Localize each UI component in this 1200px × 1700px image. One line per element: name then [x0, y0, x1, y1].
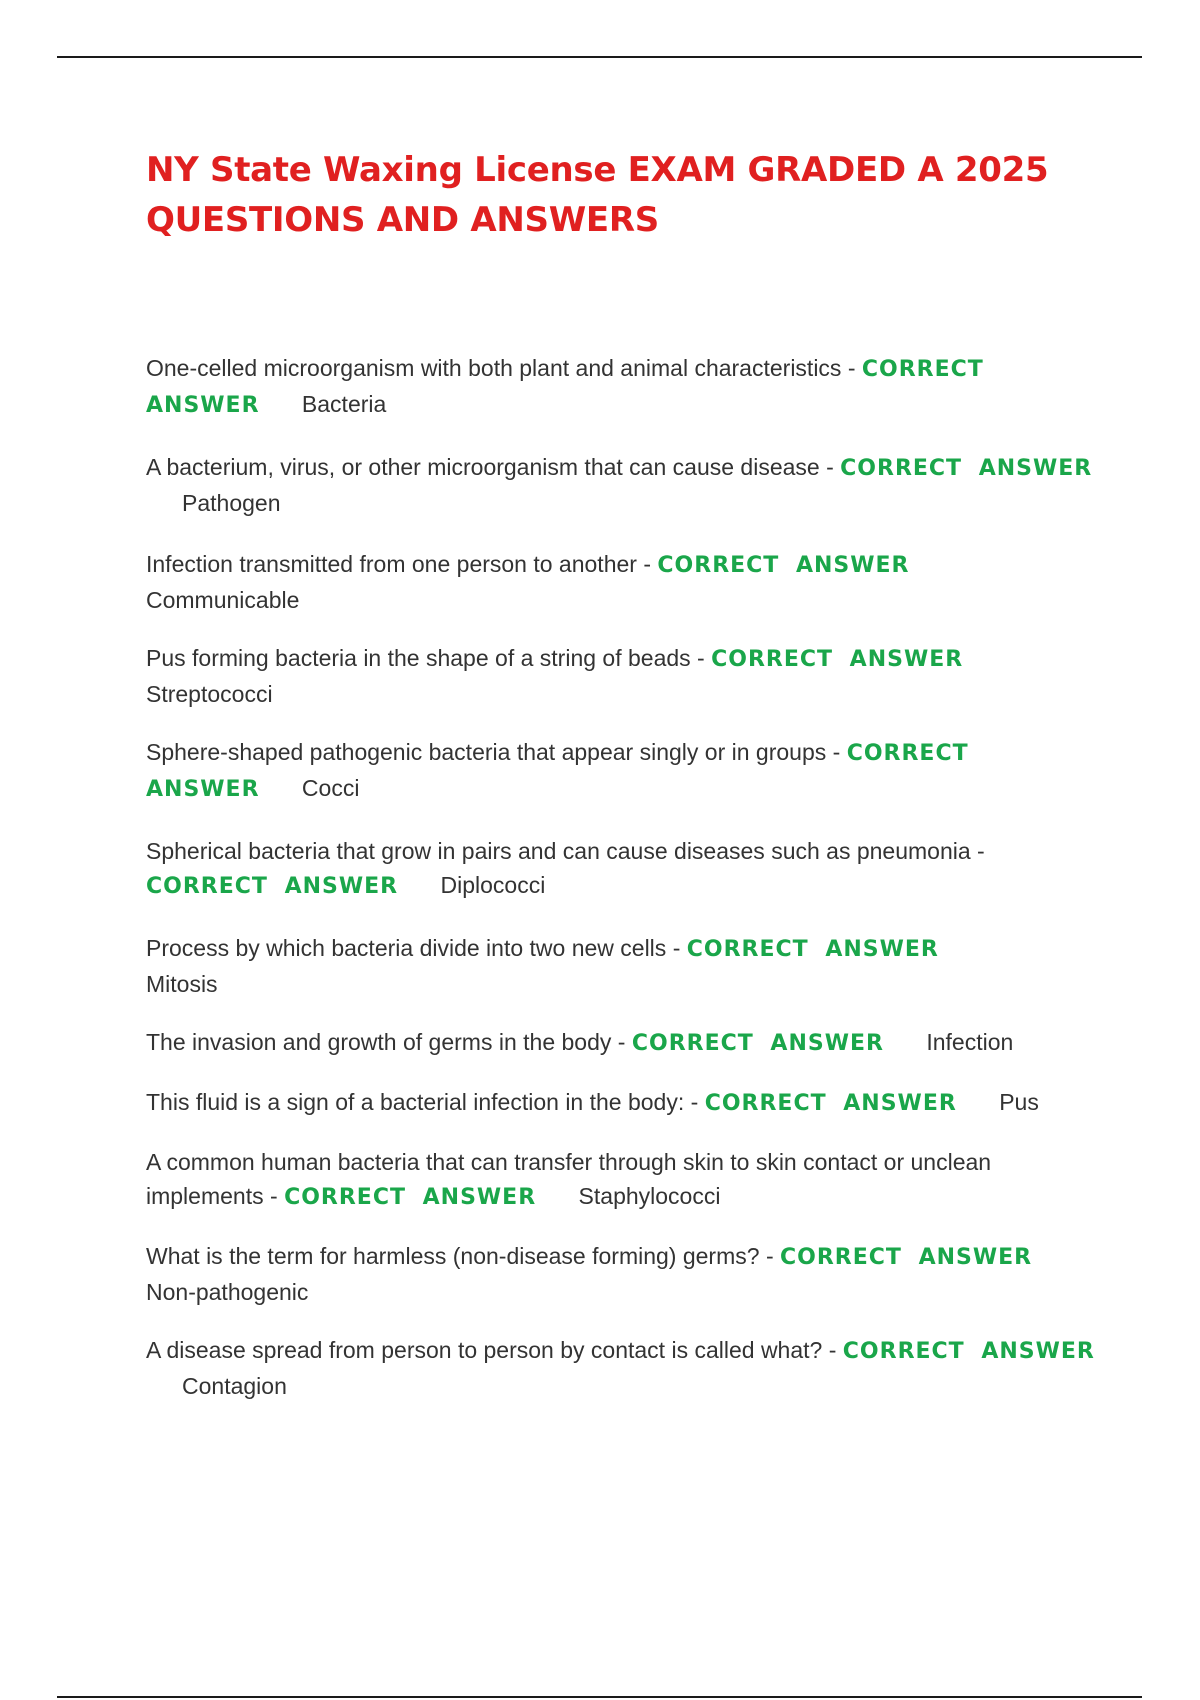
answer-text: Pus: [999, 1089, 1039, 1115]
qa-item: [146, 1025, 1096, 1061]
answer-text: Contagion: [182, 1373, 287, 1399]
answer-text: Streptococci: [146, 681, 273, 707]
correct-answer-label: CORRECT ANSWER: [146, 741, 969, 802]
separator: -: [270, 1183, 278, 1209]
answer-text: Infection: [926, 1029, 1014, 1055]
answer-text: Staphylococci: [578, 1183, 721, 1209]
separator: -: [690, 1089, 699, 1115]
qa-item: [146, 1239, 1096, 1309]
qa-item: [146, 735, 1096, 807]
separator: -: [847, 355, 856, 381]
answer-text: Mitosis: [146, 971, 218, 997]
qa-item: [146, 1333, 1096, 1403]
correct-answer-label: CORRECT ANSWER: [704, 1091, 957, 1116]
qa-item: [146, 641, 1096, 711]
document-body: [146, 145, 1096, 1430]
top-rule: [57, 56, 1142, 58]
correct-answer-label: CORRECT ANSWER: [284, 1185, 537, 1210]
qa-list: [146, 351, 1096, 1403]
separator: -: [826, 454, 834, 480]
answer-text: Non-pathogenic: [146, 1279, 309, 1305]
correct-answer-label: CORRECT ANSWER: [657, 553, 910, 578]
separator: -: [832, 739, 841, 765]
separator: -: [828, 1337, 837, 1363]
separator: -: [672, 935, 681, 961]
correct-answer-label: CORRECT ANSWER: [840, 456, 1093, 481]
correct-answer-label: CORRECT ANSWER: [146, 357, 984, 418]
qa-item: [146, 1145, 1096, 1215]
question-text: What is the term for harmless (non-disease forming) germs?: [146, 1243, 760, 1269]
question-text: A bacterium, virus, or other microorganism that can cause disease: [146, 454, 820, 480]
question-text: This fluid is a sign of a bacterial infection in the body:: [146, 1089, 685, 1115]
qa-item: [146, 931, 1096, 1001]
bottom-rule: [57, 1696, 1142, 1698]
question-text: A disease spread from person to person by contact is called what?: [146, 1337, 823, 1363]
question-text: Spherical bacteria that grow in pairs and can cause diseases such as pneumonia: [146, 838, 971, 864]
qa-item: [146, 547, 1096, 617]
document-title: NY State Waxing License EXAM GRADED A 2025 QUESTIONS AND ANSWERS: [146, 150, 1049, 240]
question-text: The invasion and growth of germs in the body: [146, 1029, 612, 1055]
correct-answer-label: CORRECT ANSWER: [711, 647, 964, 672]
question-text: Pus forming bacteria in the shape of a string of beads: [146, 645, 691, 671]
correct-answer-label: CORRECT ANSWER: [686, 937, 939, 962]
correct-answer-label: CORRECT ANSWER: [631, 1031, 884, 1056]
separator: -: [977, 838, 985, 864]
qa-item: [146, 351, 1096, 423]
separator: -: [643, 551, 652, 577]
qa-item: [146, 1085, 1096, 1121]
correct-answer-label: CORRECT ANSWER: [146, 874, 399, 899]
answer-text: Pathogen: [182, 490, 281, 516]
answer-text: Bacteria: [301, 391, 387, 417]
answer-text: Diplococci: [440, 872, 546, 898]
question-text: One-celled microorganism with both plant and animal characteristics: [146, 355, 842, 381]
correct-answer-label: CORRECT ANSWER: [842, 1339, 1095, 1364]
question-text: A common human bacteria that can transfer through skin to skin contact or unclean implements: [146, 1149, 992, 1209]
question-text: Process by which bacteria divide into two new cells: [146, 935, 667, 961]
separator: -: [697, 645, 705, 671]
separator: -: [617, 1029, 626, 1055]
correct-answer-label: CORRECT ANSWER: [780, 1245, 1033, 1270]
answer-text: Communicable: [146, 587, 300, 613]
question-text: Infection transmitted from one person to another: [146, 551, 637, 577]
separator: -: [765, 1243, 774, 1269]
answer-text: Cocci: [301, 775, 360, 801]
qa-item: [146, 834, 1096, 904]
question-text: Sphere-shaped pathogenic bacteria that appear singly or in groups: [146, 739, 827, 765]
qa-item: [146, 450, 1096, 520]
